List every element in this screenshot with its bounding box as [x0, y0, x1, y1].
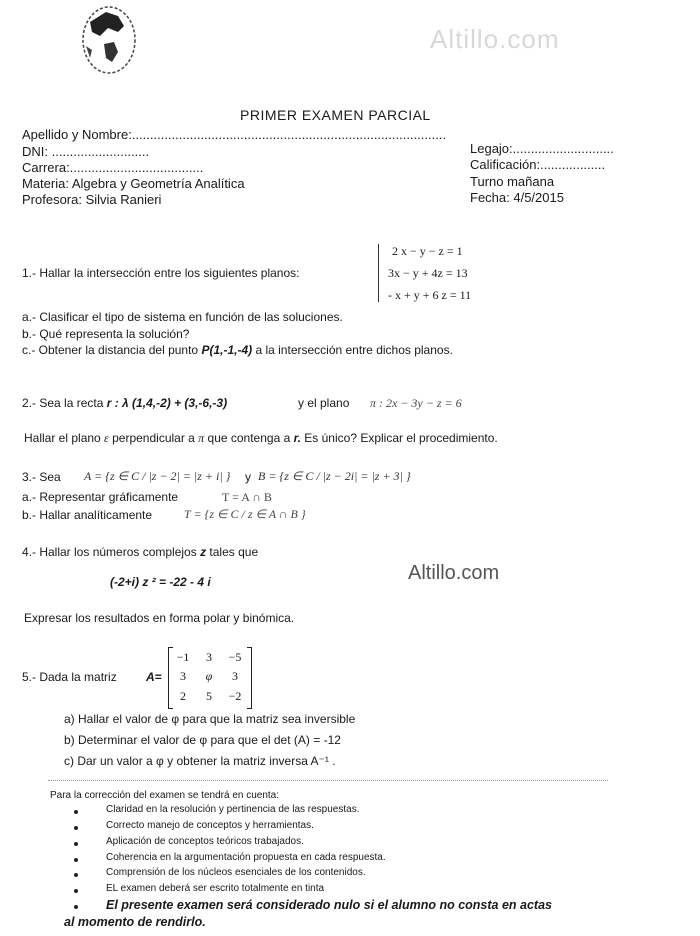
- matrix-cell: 3: [206, 650, 212, 664]
- q1-c: [22, 343, 453, 357]
- bullet-icon: [74, 889, 78, 893]
- matrix-cell: 5: [206, 689, 212, 703]
- matrix-cell: −2: [228, 689, 242, 703]
- q3-y: y: [245, 470, 251, 484]
- bullet-icon: [74, 873, 78, 877]
- q2-plane-text: y el plano: [298, 396, 350, 410]
- q2-r2: r.: [293, 431, 301, 445]
- q2-recta: r : λ (1,4,-2) + (3,-6,-3): [106, 396, 228, 410]
- watermark-top: Altillo.com: [430, 24, 560, 54]
- exam-title: PRIMER EXAMEN PARCIAL: [240, 107, 431, 123]
- matrix-cell: 2: [180, 689, 186, 703]
- q2-line1: [22, 396, 227, 410]
- matrix-cell: −1: [176, 650, 190, 664]
- footer-item: Correcto manejo de conceptos y herramientas.: [106, 820, 314, 831]
- q1-a: a.- Clasificar el tipo de sistema en función de las soluciones.: [22, 310, 343, 324]
- q5-b: b) Determinar el valor de φ para que el det (A) = -12: [64, 733, 341, 747]
- field-calificacion: Calificación:..................: [470, 157, 606, 172]
- field-profesora: Profesora: Silvia Ranieri: [22, 192, 162, 207]
- field-materia: Materia: Algebra y Geometría Analítica: [22, 176, 245, 191]
- q1-c-post: a la intersección entre dichos planos.: [252, 343, 453, 357]
- q2-l2-pre: Hallar el plano: [24, 431, 105, 445]
- q2-l2-mid2: que contenga a: [204, 431, 294, 445]
- q3-setA: A = {z ∈ C / |z − 2| = |z + i| }: [84, 469, 231, 483]
- q3-a: a.- Representar gráficamente: [22, 490, 179, 504]
- q2-pi: π: [198, 431, 205, 445]
- field-carrera: Carrera:.....................................: [22, 160, 204, 175]
- field-apellido: Apellido y Nombre:.......................................................................................: [22, 127, 447, 142]
- matrix-cell: φ: [205, 669, 213, 683]
- watermark-mid: Altillo.com: [408, 562, 500, 584]
- q2-pre: 2.- Sea la recta: [22, 396, 107, 410]
- q1-b: b.- Qué representa la solución?: [22, 327, 190, 341]
- q1-intro: 1.- Hallar la intersección entre los siguientes planos:: [22, 266, 300, 280]
- matrix-cell: −5: [228, 650, 242, 664]
- q5-pre: 5.- Dada la matriz: [22, 670, 117, 684]
- bullet-icon: [74, 810, 78, 814]
- bullet-icon: [74, 905, 78, 909]
- footer-item: Aplicación de conceptos teóricos trabajados.: [106, 836, 304, 847]
- footer-final-1: El presente examen será considerado nulo si el alumno no consta en actas: [106, 898, 552, 912]
- q4-z: z: [200, 545, 207, 559]
- field-legajo: Legajo:............................: [470, 141, 614, 156]
- q5-a: a) Hallar el valor de φ para que la matriz sea inversible: [64, 712, 356, 726]
- q3-b: b.- Hallar analíticamente: [22, 508, 153, 522]
- q5-c: c) Dar un valor a φ y obtener la matriz inversa A⁻¹ .: [64, 754, 336, 768]
- footer-item: Comprensión de los núcleos esenciales de los contenidos.: [106, 867, 366, 878]
- q5-matrix: [168, 648, 252, 708]
- bullet-icon: [74, 842, 78, 846]
- q2-l2-post: Es único? Explicar el procedimiento.: [300, 431, 498, 445]
- q4-line: [22, 545, 258, 559]
- q4-express: Expresar los resultados en forma polar y binómica.: [24, 611, 295, 625]
- q5-A: A=: [146, 670, 162, 684]
- university-logo: [78, 2, 140, 80]
- q2-eps: ε: [104, 431, 109, 445]
- q4-equation: (-2+i) z ² = -22 - 4 i: [110, 575, 211, 589]
- q3-a-eq: T = A ∩ B: [222, 490, 272, 504]
- q1-eq2: 3x − y + 4z = 13: [388, 266, 468, 280]
- matrix-cell: 3: [232, 669, 238, 683]
- q2-line2: [24, 431, 498, 446]
- q2-l2-mid: perpendicular a: [108, 431, 199, 445]
- bullet-icon: [74, 826, 78, 830]
- footer-item: Coherencia en la argumentación propuesta en cada respuesta.: [106, 852, 386, 863]
- matrix-cell: 3: [180, 669, 186, 683]
- bullet-icon: [74, 858, 78, 862]
- footer-item: Claridad en la resolución y pertinencia de las respuestas.: [106, 804, 360, 815]
- q2-plane-eq: π : 2x − 3y − z = 6: [370, 396, 462, 410]
- q1-eq1: 2 x − y − z = 1: [392, 244, 463, 258]
- field-dni: DNI: ...........................: [22, 144, 150, 159]
- q1-eq3: - x + y + 6 z = 11: [388, 288, 472, 302]
- q4-post: tales que: [206, 545, 259, 559]
- q1-brace: [378, 244, 379, 302]
- footer-item: EL examen deberá ser escrito totalmente en tinta: [106, 883, 325, 894]
- q3-pre: 3.- Sea: [22, 470, 61, 484]
- q1-c-point: P(1,-1,-4): [201, 343, 253, 357]
- field-turno: Turno mañana: [470, 174, 555, 189]
- footer-final-2: al momento de rendirlo.: [64, 915, 206, 929]
- divider: [48, 780, 608, 781]
- q3-b-eq: T = {z ∈ C / z ∈ A ∩ B }: [184, 507, 306, 521]
- field-fecha: Fecha: 4/5/2015: [470, 190, 564, 205]
- footer-intro: Para la corrección del examen se tendrá en cuenta:: [50, 790, 280, 801]
- q3-setB: B = {z ∈ C / |z − 2i| = |z + 3| }: [258, 469, 411, 483]
- q4-pre: 4.- Hallar los números complejos: [22, 545, 201, 559]
- q1-c-pre: c.- Obtener la distancia del punto: [22, 343, 202, 357]
